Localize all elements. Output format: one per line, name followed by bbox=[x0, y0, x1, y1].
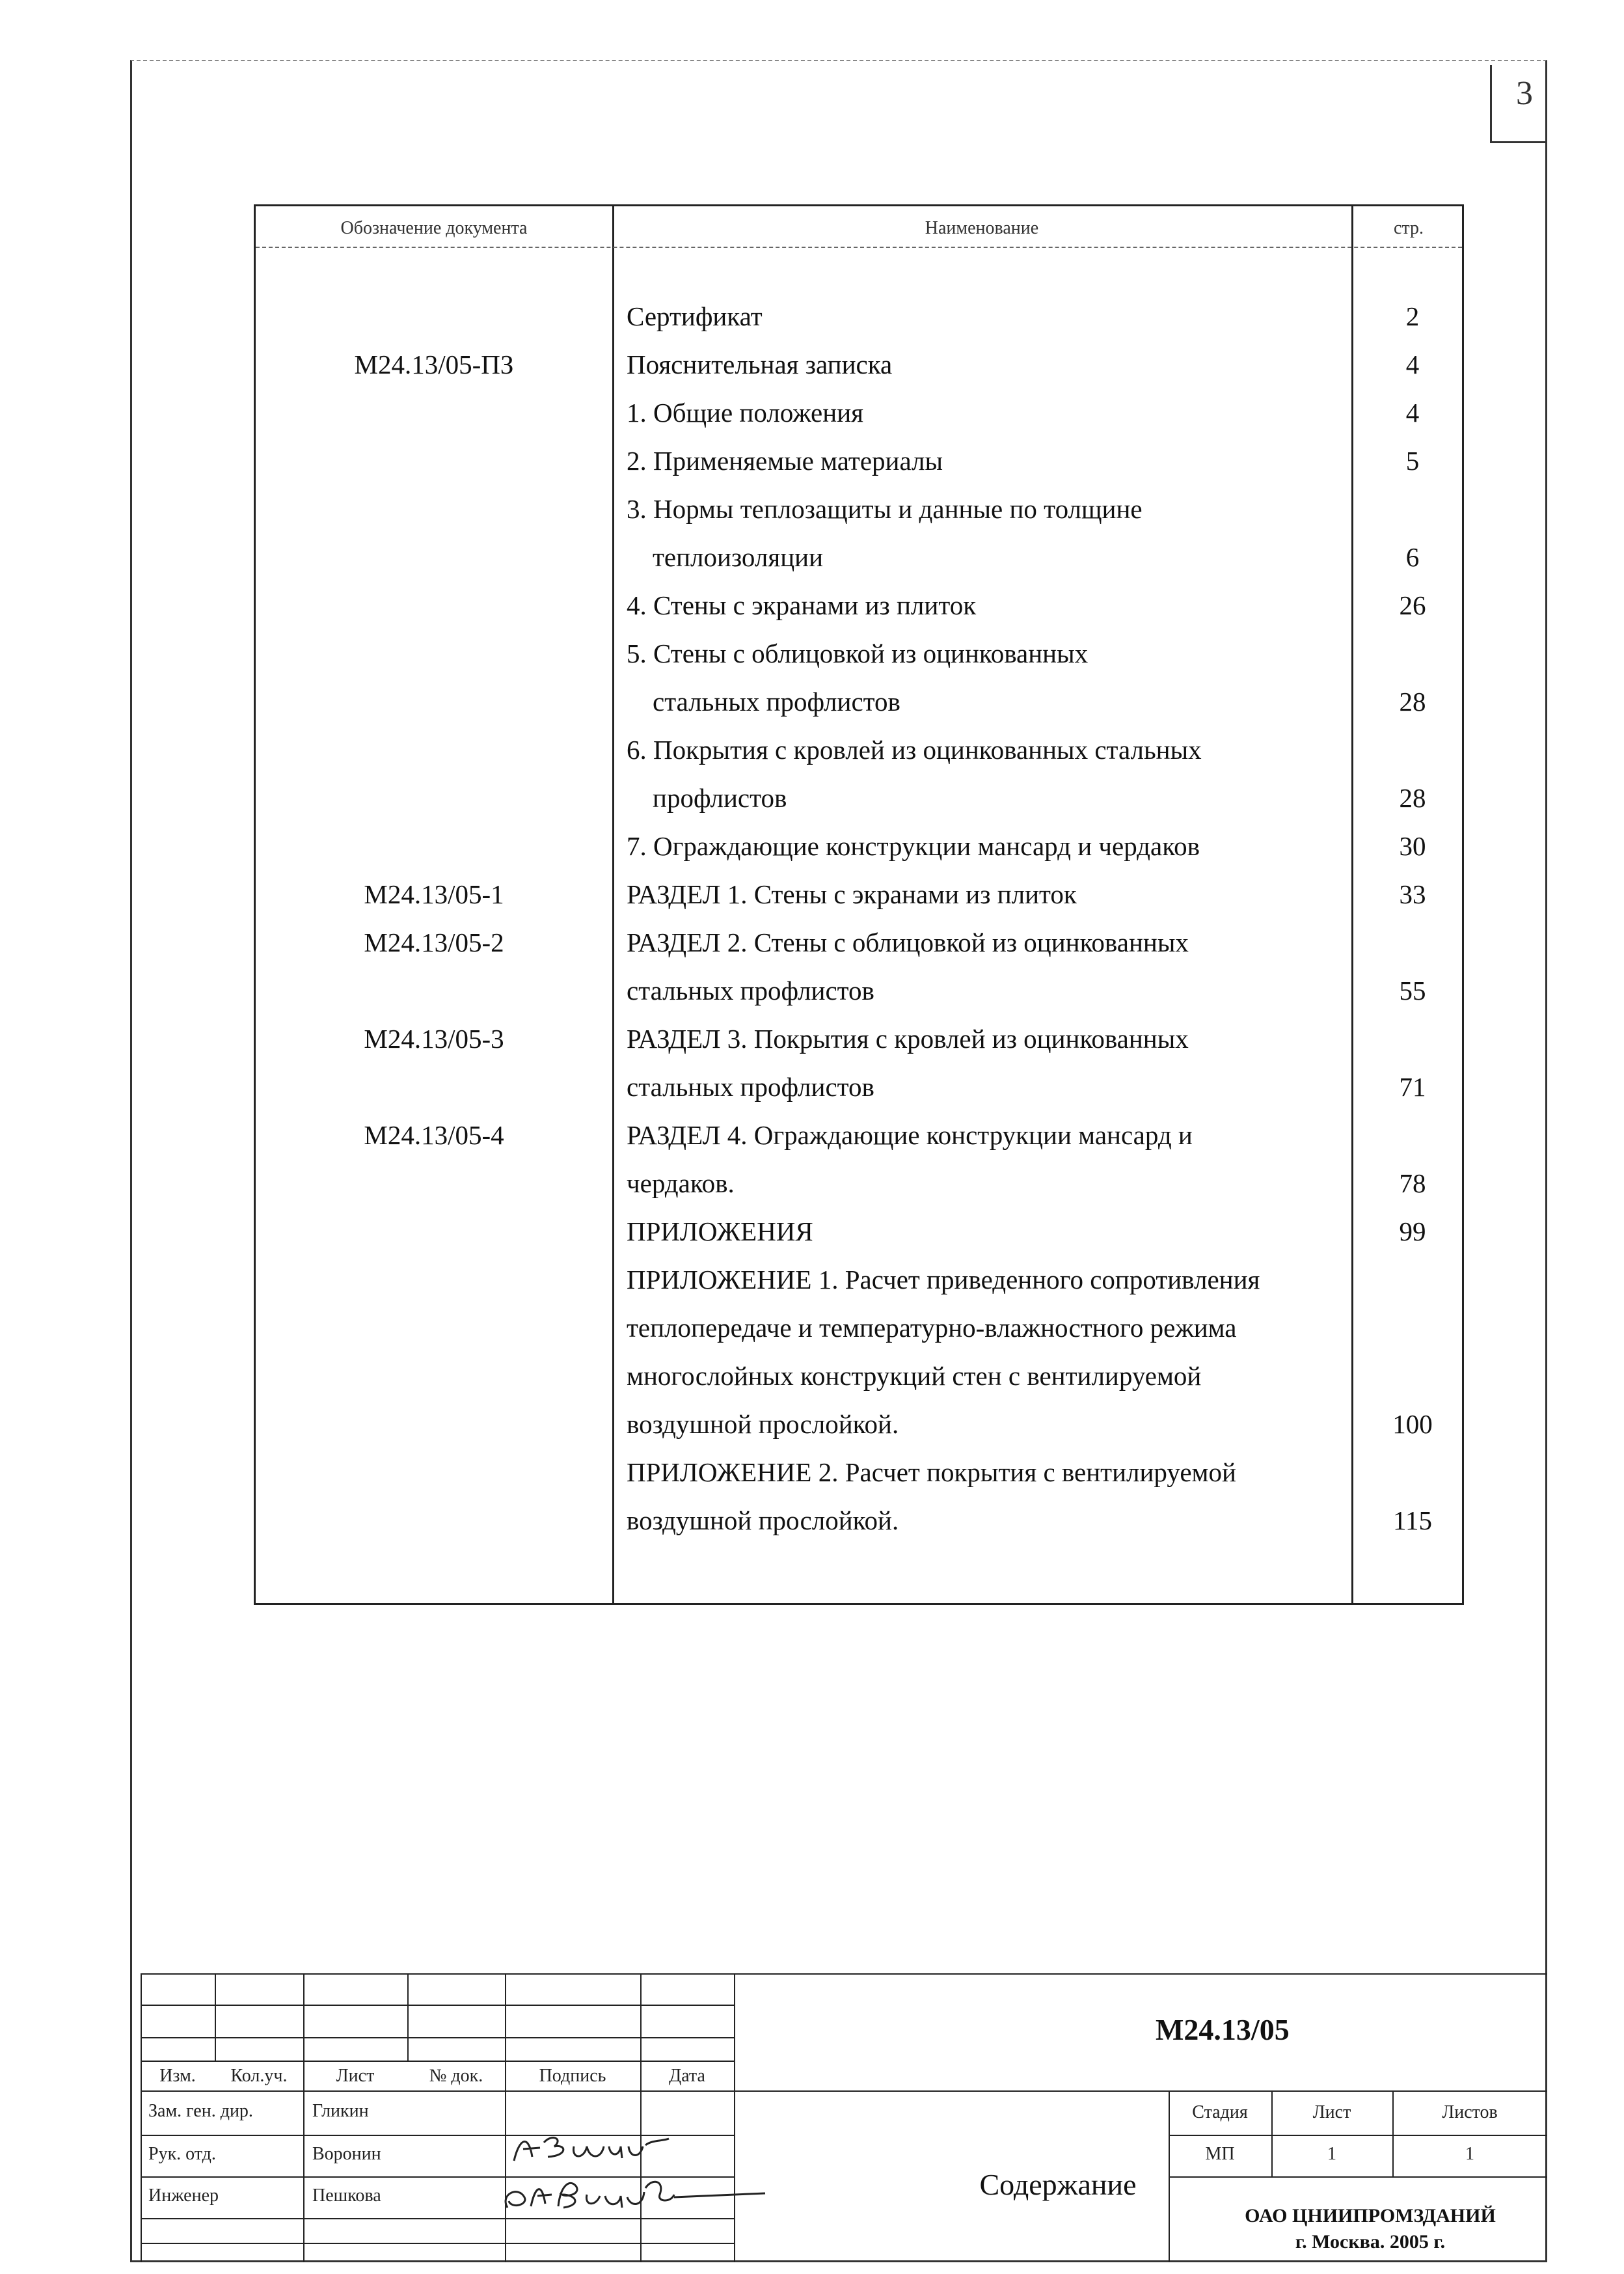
contents-row bbox=[256, 1448, 1462, 1496]
document-designation: М24.13/05-4 bbox=[364, 1120, 504, 1150]
contents-row bbox=[256, 1207, 1462, 1255]
contents-row bbox=[256, 966, 1462, 1015]
page-reference: 100 bbox=[1392, 1409, 1433, 1439]
column-count: Кол.уч. bbox=[230, 2066, 288, 2086]
sheet-title: Содержание bbox=[979, 2168, 1137, 2201]
contents-title: 5. Стены с облицовкой из оцинкованных bbox=[627, 638, 1089, 668]
contents-row bbox=[256, 1255, 1462, 1304]
contents-row bbox=[256, 1159, 1462, 1207]
grid-line bbox=[141, 2061, 734, 2062]
column-sheet: Лист bbox=[336, 2066, 375, 2086]
page-reference: 55 bbox=[1399, 976, 1426, 1006]
organization-city-year: г. Москва. 2005 г. bbox=[1295, 2231, 1446, 2253]
column-change: Изм. bbox=[159, 2066, 196, 2086]
contents-title: 2. Применяемые материалы bbox=[627, 446, 943, 476]
grid-line bbox=[141, 2090, 1547, 2092]
page-reference: 4 bbox=[1405, 398, 1420, 428]
contents-title: чердаков. bbox=[627, 1168, 735, 1198]
header-page: стр. bbox=[1393, 218, 1424, 238]
contents-title: теплопередаче и температурно-влажностного режима bbox=[627, 1313, 1237, 1343]
sheet-label: Лист bbox=[1312, 2102, 1351, 2122]
page-number: 3 bbox=[1516, 75, 1533, 112]
header-designation: Обозначение документа bbox=[340, 218, 528, 238]
page-reference: 26 bbox=[1399, 590, 1426, 620]
organization-name: ОАО ЦНИИПРОМЗДАНИЙ bbox=[1245, 2205, 1496, 2226]
contents-title: 6. Покрытия с кровлей из оцинкованных стальных bbox=[627, 735, 1202, 765]
grid-line bbox=[303, 1973, 304, 2262]
page-reference: 33 bbox=[1399, 879, 1426, 909]
page-reference: 28 bbox=[1399, 783, 1426, 813]
role-department-head: Рук. отд. bbox=[148, 2144, 216, 2164]
name-department-head: Воронин bbox=[312, 2144, 381, 2164]
header-name: Наименование bbox=[925, 218, 1039, 238]
contents-row bbox=[256, 870, 1462, 918]
contents-row bbox=[256, 1304, 1462, 1352]
grid-line bbox=[1169, 2135, 1547, 2136]
signature-voronin bbox=[506, 2127, 688, 2174]
contents-row bbox=[256, 533, 1462, 581]
contents-row bbox=[256, 1400, 1462, 1448]
contents-table bbox=[254, 204, 1464, 1605]
sheets-label: Листов bbox=[1442, 2102, 1498, 2122]
contents-title: воздушной прослойкой. bbox=[627, 1505, 899, 1535]
contents-row bbox=[256, 485, 1462, 533]
contents-row bbox=[256, 678, 1462, 726]
page-reference: 99 bbox=[1399, 1216, 1426, 1246]
grid-line bbox=[407, 1973, 409, 2061]
signature-peshkova bbox=[498, 2169, 772, 2221]
page-reference: 71 bbox=[1399, 1072, 1426, 1102]
grid-line bbox=[141, 2243, 734, 2244]
contents-title: теплоизоляции bbox=[653, 542, 824, 572]
contents-row bbox=[256, 629, 1462, 678]
contents-row bbox=[256, 581, 1462, 629]
contents-title: ПРИЛОЖЕНИЯ bbox=[627, 1216, 813, 1246]
contents-row bbox=[256, 389, 1462, 437]
contents-title: воздушной прослойкой. bbox=[627, 1409, 899, 1439]
document-designation: М24.13/05-2 bbox=[364, 927, 504, 957]
grid-line bbox=[734, 1973, 1547, 1975]
title-block bbox=[141, 1973, 1547, 2262]
contents-title: профлистов bbox=[653, 783, 787, 813]
document-designation: М24.13/05-1 bbox=[364, 879, 504, 909]
page-reference: 5 bbox=[1405, 446, 1420, 476]
contents-title: 1. Общие положения bbox=[627, 398, 863, 428]
page-reference: 6 bbox=[1405, 542, 1420, 572]
contents-title: РАЗДЕЛ 1. Стены с экранами из плиток bbox=[627, 879, 1077, 909]
grid-line bbox=[141, 1973, 734, 1975]
page-reference: 4 bbox=[1405, 349, 1420, 379]
contents-row bbox=[256, 1111, 1462, 1159]
column-signature: Подпись bbox=[539, 2066, 606, 2086]
page-reference: 28 bbox=[1399, 687, 1426, 717]
page-reference: 30 bbox=[1399, 831, 1426, 861]
document-code: М24.13/05 bbox=[1156, 2013, 1290, 2046]
page-reference: 78 bbox=[1399, 1168, 1426, 1198]
contents-row bbox=[256, 1352, 1462, 1400]
contents-row bbox=[256, 292, 1462, 340]
contents-title: 3. Нормы теплозащиты и данные по толщине bbox=[627, 494, 1143, 524]
sheets-value: 1 bbox=[1465, 2144, 1474, 2164]
stage-value: МП bbox=[1205, 2144, 1235, 2164]
page-reference: 2 bbox=[1405, 301, 1420, 331]
contents-row bbox=[256, 822, 1462, 870]
contents-title: 7. Ограждающие конструкции мансард и чердаков bbox=[627, 831, 1200, 861]
document-designation: М24.13/05-3 bbox=[364, 1024, 504, 1054]
grid-line bbox=[141, 1973, 142, 2262]
column-date: Дата bbox=[669, 2066, 705, 2086]
grid-line bbox=[141, 2005, 734, 2006]
contents-title: многослойных конструкций стен с вентилируемой bbox=[627, 1361, 1202, 1391]
contents-title: РАЗДЕЛ 3. Покрытия с кровлей из оцинкованных bbox=[627, 1024, 1189, 1054]
contents-row bbox=[256, 774, 1462, 822]
column-doc-number: № док. bbox=[429, 2066, 483, 2086]
role-engineer: Инженер bbox=[148, 2185, 219, 2206]
contents-row bbox=[256, 1496, 1462, 1544]
contents-title: Пояснительная записка bbox=[627, 349, 893, 379]
contents-title: Сертификат bbox=[627, 301, 763, 331]
contents-row bbox=[256, 340, 1462, 389]
stage-label: Стадия bbox=[1192, 2102, 1248, 2122]
contents-title: ПРИЛОЖЕНИЕ 1. Расчет приведенного сопротивления bbox=[627, 1265, 1260, 1295]
contents-row bbox=[256, 437, 1462, 485]
header-divider bbox=[256, 247, 1462, 248]
role-deputy-director: Зам. ген. дир. bbox=[148, 2101, 253, 2121]
contents-row bbox=[256, 1015, 1462, 1063]
contents-title: 4. Стены с экранами из плиток bbox=[627, 590, 977, 620]
sheet-value: 1 bbox=[1327, 2144, 1336, 2164]
contents-title: стальных профлистов bbox=[627, 1072, 874, 1102]
contents-title: ПРИЛОЖЕНИЕ 2. Расчет покрытия с вентилируемой bbox=[627, 1457, 1236, 1487]
contents-title: РАЗДЕЛ 2. Стены с облицовкой из оцинкованных bbox=[627, 927, 1189, 957]
contents-row bbox=[256, 726, 1462, 774]
name-deputy-director: Гликин bbox=[312, 2101, 369, 2121]
contents-title: стальных профлистов bbox=[627, 976, 874, 1006]
contents-title: стальных профлистов bbox=[653, 687, 900, 717]
contents-row bbox=[256, 918, 1462, 966]
grid-line bbox=[215, 1973, 216, 2061]
document-designation: М24.13/05-ПЗ bbox=[354, 349, 514, 379]
contents-title: РАЗДЕЛ 4. Ограждающие конструкции мансард и bbox=[627, 1120, 1193, 1150]
contents-row bbox=[256, 1063, 1462, 1111]
grid-line bbox=[141, 2037, 734, 2038]
name-engineer: Пешкова bbox=[312, 2185, 381, 2206]
page-reference: 115 bbox=[1393, 1505, 1432, 1535]
